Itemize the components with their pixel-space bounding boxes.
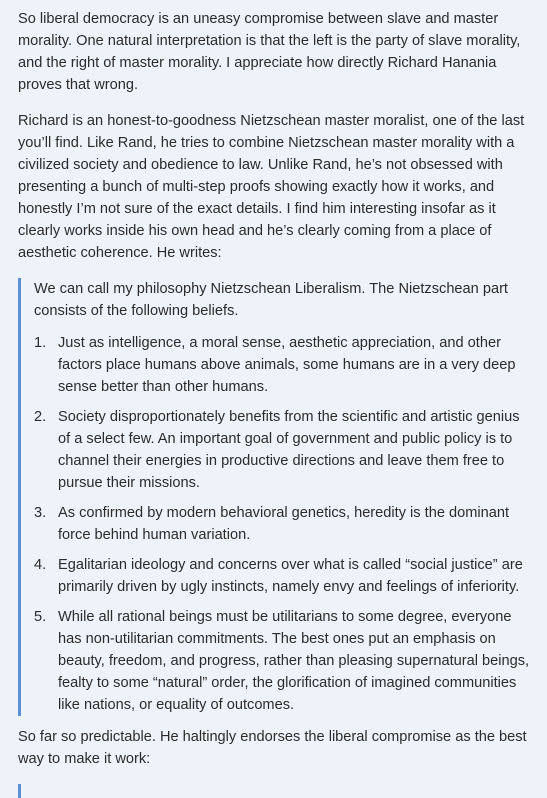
list-item-text: Egalitarian ideology and concerns over what is called “social justice” are primarily driven by ugly instincts, namely envy and feelings of inferiority. <box>58 557 523 595</box>
next-blockquote-edge <box>18 784 532 798</box>
article-body <box>18 8 532 798</box>
blockquote <box>18 278 532 716</box>
list-item-text: While all rational beings must be utilitarians to some degree, everyone has non-utilitarian commitments. The best ones put an emphasis on beauty, freedom, and progress, rather than pleasing supernatural beings, fealty to some “natural” order, the glorification of imagined communities like nations, or equality of outcomes. <box>58 609 530 713</box>
list-item <box>34 406 532 494</box>
quote-intro: We can call my philosophy Nietzschean Liberalism. The Nietzschean part consists of the following beliefs. <box>34 281 508 319</box>
list-number: 3. <box>34 505 47 521</box>
list-item <box>34 554 532 598</box>
paragraph-richard: Richard is an honest-to-goodness Nietzschean master moralist, one of the last you’ll find. Like Rand, he tries to combine Nietzschean master morality with a civilized society and obedience to law. Unlike Rand, he’s not obsessed with presenting a bunch of multi-step proofs showing exactly how it works, and honestly I’m not sure of the exact details. I find him interesting insofar as it clearly works inside his own head and he’s clearly coming from a place of aesthetic coherence. He writes: <box>18 113 525 261</box>
list-item <box>34 332 532 398</box>
list-item-text: Society disproportionately benefits from the scientific and artistic genius of a select few. An important goal of government and public policy is to channel their energies in productive directions and leave them free to pursue their missions. <box>58 409 520 491</box>
list-number: 4. <box>34 557 47 573</box>
quote-list <box>34 332 532 716</box>
list-item-text: As confirmed by modern behavioral genetics, heredity is the dominant force behind human variation. <box>58 505 510 543</box>
list-item-text: Just as intelligence, a moral sense, aesthetic appreciation, and other factors place humans above animals, some humans are in a very deep sense better than other humans. <box>58 335 516 395</box>
list-number: 1. <box>34 335 47 351</box>
list-item <box>34 502 532 546</box>
list-number: 5. <box>34 609 47 625</box>
paragraph-closing: So far so predictable. He haltingly endorses the liberal compromise as the best way to make it work: <box>18 729 527 767</box>
list-number: 2. <box>34 409 47 425</box>
paragraph-intro: So liberal democracy is an uneasy compromise between slave and master morality. One natural interpretation is that the left is the party of slave morality, and the right of master morality. I appreciate how directly Richard Hanania proves that wrong. <box>18 11 521 93</box>
